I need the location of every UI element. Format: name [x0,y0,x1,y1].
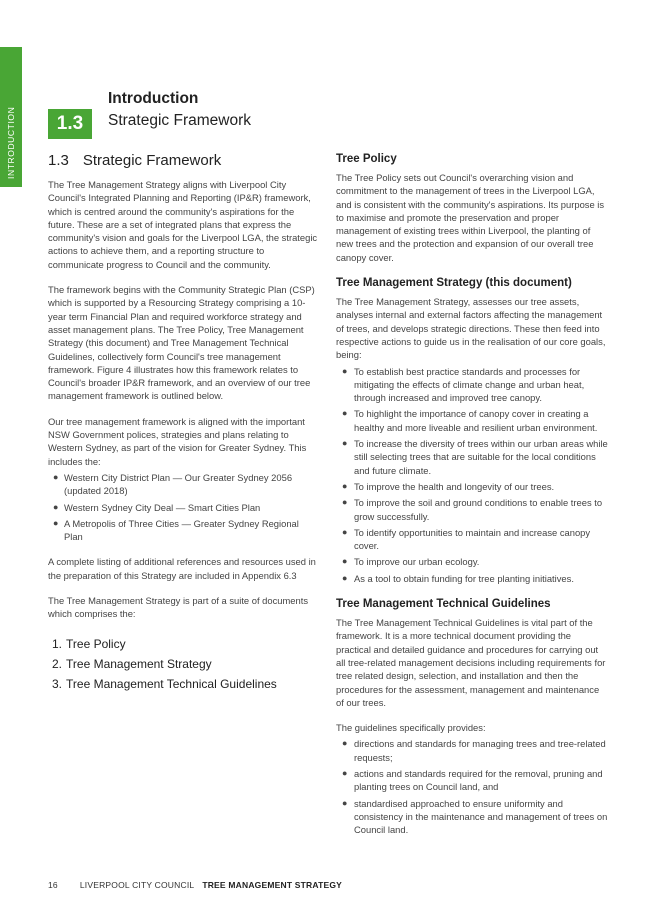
left-column [48,152,318,697]
bullet-icon: ● [342,738,348,749]
bullet-icon: ● [342,408,348,419]
paragraph: The Tree Management Strategy aligns with Liverpool City Council's Integrated Planning and Reporting (IP&R) framework, which is centred around the community's aspirations for the future. These are a set of integrated plans that express the community's vision and goals for the Liverpool LGA, the strategic actions to achieve them, and a reporting structure to communicate progress to Council and the community. [48,179,318,270]
section-number: 1.3 [48,152,69,169]
list-item: ● To improve our urban ecology. [342,556,480,568]
list-item: ● Western City District Plan — Our Greater Sydney 2056 (updated 2018) [53,471,293,497]
paragraph-references: A complete listing of additional references and resources used in the preparation of this Strategy are included in Appendix 6.3 [48,556,316,581]
list-item: ● To improve the health and longevity of our trees. [342,480,555,492]
bullet-icon: ● [342,497,348,508]
tree-policy-text: The Tree Policy sets out Council's overarching vision and commitment to the management of trees in the Liverpool LGA, and is consistent with the community's aspirations. Its purpose is to maximise and promote the preservation and proper management of existing trees within Liverpool, the planting of new trees and the protection and expansion of our overall tree canopy cover. [336,172,605,263]
list-item: ● To improve the soil and ground conditions to enable trees to grow successfully. [342,497,603,522]
header-subtitle: Strategic Framework [108,112,251,129]
footer-document-title: TREE MANAGEMENT STRATEGY [202,880,343,890]
document-item: 2. Tree Management Strategy [52,656,212,671]
guidelines-heading: Tree Management Technical Guidelines [336,598,551,611]
guidelines-intro: The guidelines specifically provides: [336,722,486,734]
list-item: ● actions and standards required for the removal, pruning and planting trees on Council land, and [342,767,603,793]
paragraph: The framework begins with the Community Strategic Plan (CSP) which is supported by a Resourcing Strategy comprising a 10-year term Financial Plan and required workforce strategy and asset management plans. The Tree Policy, Tree Management Strategy (this document) and Tree Management Technical Guidelines, collectively form Council's tree management framework. Figure 4 illustrates how this framework relates to Council's broader IP&R framework, and an overview of our tree management framework is outlined below. [48,284,315,402]
section-badge: 1.3 [48,109,92,139]
document-list [48,637,318,691]
bullet-icon: ● [342,556,348,567]
strategy-heading: Tree Management Strategy (this document) [336,277,572,290]
bullet-icon: ● [342,480,348,491]
bullet-icon: ● [342,797,348,808]
bullet-icon: ● [342,572,348,583]
bullet-icon: ● [342,767,348,778]
list-item: ● A Metropolis of Three Cities — Greater Sydney Regional Plan [53,517,299,543]
side-tab-label: INTRODUCTION [6,106,16,179]
document-item: 1. Tree Policy [52,636,126,651]
bullet-icon: ● [53,501,59,512]
side-tab [0,47,22,187]
list-item: ● To increase the diversity of trees within our urban areas while still selecting trees that are suitable for the local conditions and future climate. [342,438,608,476]
bullet-icon: ● [342,526,348,537]
paragraph: Our tree management framework is aligned with the important NSW Government polices, strategies and plans relating to Western Sydney, as part of the vision for Greater Sydney. This includes the: [48,415,307,467]
bullet-icon: ● [53,517,59,528]
guidelines-text: The Tree Management Technical Guidelines is vital part of the framework. It is a more technical document providing the practical and detailed guidance and procedures for carrying out all tree-related management decisions including requirements for tree related design, selection, and installation and then the procedures for the assessment, management and maintenance of our trees. [336,617,606,708]
bullet-icon: ● [342,438,348,449]
bullet-icon: ● [53,471,59,482]
strategy-text: The Tree Management Strategy, assesses our tree assets, analyses internal and external factors affecting the management of trees, and develops strategic directions. These then feed into respective actions to guide us in the realisation of our core goals, being: [336,296,606,361]
section-title [48,152,318,170]
right-column [336,152,608,848]
page-footer [48,880,342,890]
goals-list [336,365,608,585]
page-number: 16 [48,880,58,890]
footer-council: LIVERPOOL CITY COUNCIL [79,880,195,890]
list-item: ● Western Sydney City Deal — Smart Cities Plan [53,501,261,513]
list-item: ● directions and standards for managing trees and tree-related requests; [342,738,606,763]
guidelines-list [336,737,608,836]
tree-policy-heading: Tree Policy [336,153,397,165]
list-item: ● standardised approached to ensure uniformity and consistency in the maintenance and management of trees on Council land. [342,797,608,836]
list-item: ● As a tool to obtain funding for tree planting initiatives. [342,572,574,584]
list-item: ● To highlight the importance of canopy cover in creating a healthy and more liveable and resilient urban environment. [342,408,598,433]
document-item: 3. Tree Management Technical Guidelines [52,676,277,691]
bullet-icon: ● [342,365,348,376]
paragraph-suite: The Tree Management Strategy is part of a suite of documents which comprises the: [48,595,309,620]
list-item: ● To establish best practice standards and processes for mitigating the effects of climate change and urban heat, through increased and improved tree canopy. [342,365,585,404]
section-title-text: Strategic Framework [82,152,222,169]
header-title: Introduction [108,90,199,107]
list-item: ● To identify opportunities to maintain and increase canopy cover. [342,526,591,552]
policy-bullet-list [48,471,318,543]
